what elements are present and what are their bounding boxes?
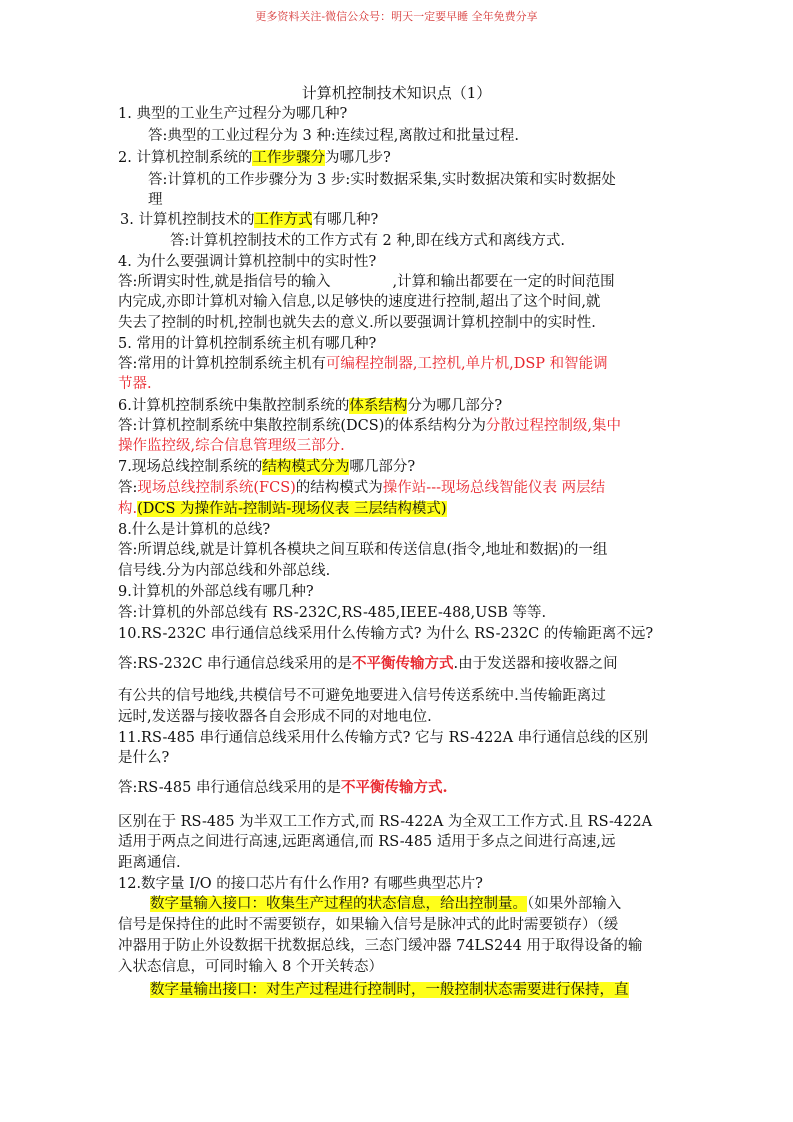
answer-11-line-1: 答:RS-485 串行通信总线采用的是不平衡传输方式. — [118, 779, 448, 796]
answer-9: 答:计算机的外部总线有 RS-232C,RS-485,IEEE-488,USB 等等. — [118, 605, 547, 621]
answer-12-line-1: 数字量输入接口：收集生产过程的状态信息，给出控制量。（如果外部输入 — [150, 896, 622, 912]
answer-1: 答:典型的工业过程分为 3 种:连续过程,离散过和批量过程. — [148, 128, 519, 144]
highlight: (DCS 为操作站-控制站-现场仪表 三层结构模式) — [137, 501, 447, 517]
answer-10-line-3: 远时,发送器与接收器各自会形成不同的对地电位. — [118, 709, 432, 725]
highlight: 体系结构 — [349, 398, 408, 414]
answer-11-line-3: 适用于两点之间进行高速,远距离通信,而 RS-485 适用于多点之间进行高速,远 — [118, 834, 616, 850]
answer-10-line-2: 有公共的信号地线,共模信号不可避免地要进入信号传送系统中.当传输距离过 — [118, 688, 606, 704]
question-12: 12.数字量 I/O 的接口芯片有什么作用? 有哪些典型芯片? — [118, 876, 483, 892]
question-3: 3. 计算机控制技术的工作方式有哪几种? — [120, 212, 379, 228]
answer-6-line-1: 答:计算机控制系统中集散控制系统(DCS)的体系结构分为分散过程控制级,集中 — [118, 418, 621, 434]
page-title: 计算机控制技术知识点（1） — [301, 84, 492, 102]
question-9: 9.计算机的外部总线有哪几种? — [118, 584, 314, 600]
question-8: 8.什么是计算机的总线? — [118, 522, 271, 538]
answer-10-line-1: 答:RS-232C 串行通信总线采用的是不平衡传输方式.由于发送器和接收器之间 — [118, 655, 618, 672]
answer-8-line-1: 答:所谓总线,就是计算机各模块之间互联和传送信息(指令,地址和数据)的一组 — [118, 542, 608, 558]
question-6: 6.计算机控制系统中集散控制系统的体系结构分为哪几部分? — [118, 398, 503, 414]
question-10: 10.RS-232C 串行通信总线采用什么传输方式? 为什么 RS-232C 的传输距离不远? — [118, 626, 654, 642]
question-11-line-1: 11.RS-485 串行通信总线采用什么传输方式? 它与 RS-422A 串行通信总线的区别 — [118, 730, 649, 746]
answer-5-line-2: 节器. — [118, 376, 152, 392]
answer-11-line-4: 距离通信. — [118, 855, 181, 871]
page-header: 更多资料关注-微信公众号：明天一定要早睡 全年免费分享 — [255, 10, 538, 23]
question-4: 4. 为什么要强调计算机控制中的实时性? — [118, 254, 377, 270]
answer-12-line-3: 冲器用于防止外设数据干扰数据总线，三态门缓冲器 74LS244 用于取得设备的输 — [118, 938, 643, 954]
answer-6-line-2: 操作监控级,综合信息管理级三部分. — [118, 438, 345, 454]
question-2: 2. 计算机控制系统的工作步骤分为哪几步? — [118, 150, 391, 166]
highlight: 工作步骤分 — [252, 150, 325, 166]
highlight: 工作方式 — [254, 212, 313, 228]
highlight: 数字量输入接口：收集生产过程的状态信息，给出控制量。 — [150, 896, 527, 912]
answer-4-line-2: 内完成,亦即计算机对输入信息,以足够快的速度进行控制,超出了这个时间,就 — [118, 294, 601, 310]
answer-2-line-2: 理 — [148, 192, 163, 208]
answer-7-line-1: 答:现场总线控制系统(FCS)的结构模式为操作站---现场总线智能仪表 两层结 — [118, 480, 606, 496]
question-11-line-2: 是什么? — [118, 750, 170, 766]
question-1: 1. 典型的工业生产过程分为哪几种? — [118, 106, 348, 122]
question-5: 5. 常用的计算机控制系统主机有哪几种? — [118, 336, 377, 352]
answer-2-line-1: 答:计算机的工作步骤分为 3 步:实时数据采集,实时数据决策和实时数据处 — [148, 172, 616, 188]
answer-12-line-2: 信号是保持住的此时不需要锁存，如果输入信号是脉冲式的此时需要锁存）（缓 — [118, 917, 619, 933]
answer-5-line-1: 答:常用的计算机控制系统主机有可编程控制器,工控机,单片机,DSP 和智能调 — [118, 356, 608, 372]
question-7: 7.现场总线控制系统的结构模式分为哪几部分? — [118, 459, 416, 475]
answer-3: 答:计算机控制技术的工作方式有 2 种,即在线方式和离线方式. — [170, 233, 566, 249]
answer-7-line-2: 构.(DCS 为操作站-控制站-现场仪表 三层结构模式) — [118, 501, 447, 517]
answer-4-line-1: 答:所谓实时性,就是指信号的输入 ,计算和输出都要在一定的时间范围 — [118, 274, 615, 290]
answer-11-line-2: 区别在于 RS-485 为半双工工作方式,而 RS-422A 为全双工工作方式.且 RS-422A — [118, 814, 653, 830]
highlight: 数字量输出接口：对生产过程进行控制时，一般控制状态需要进行保持，直 — [150, 982, 629, 998]
answer-12-line-4: 入状态信息，可同时输入 8 个开关转态） — [118, 959, 383, 975]
answer-4-line-3: 失去了控制的时机,控制也就失去的意义.所以要强调计算机控制中的实时性. — [118, 315, 596, 331]
answer-8-line-2: 信号线.分为内部总线和外部总线. — [118, 563, 331, 579]
highlight: 结构模式分为 — [262, 459, 350, 475]
answer-12-line-5 — [150, 980, 629, 1000]
